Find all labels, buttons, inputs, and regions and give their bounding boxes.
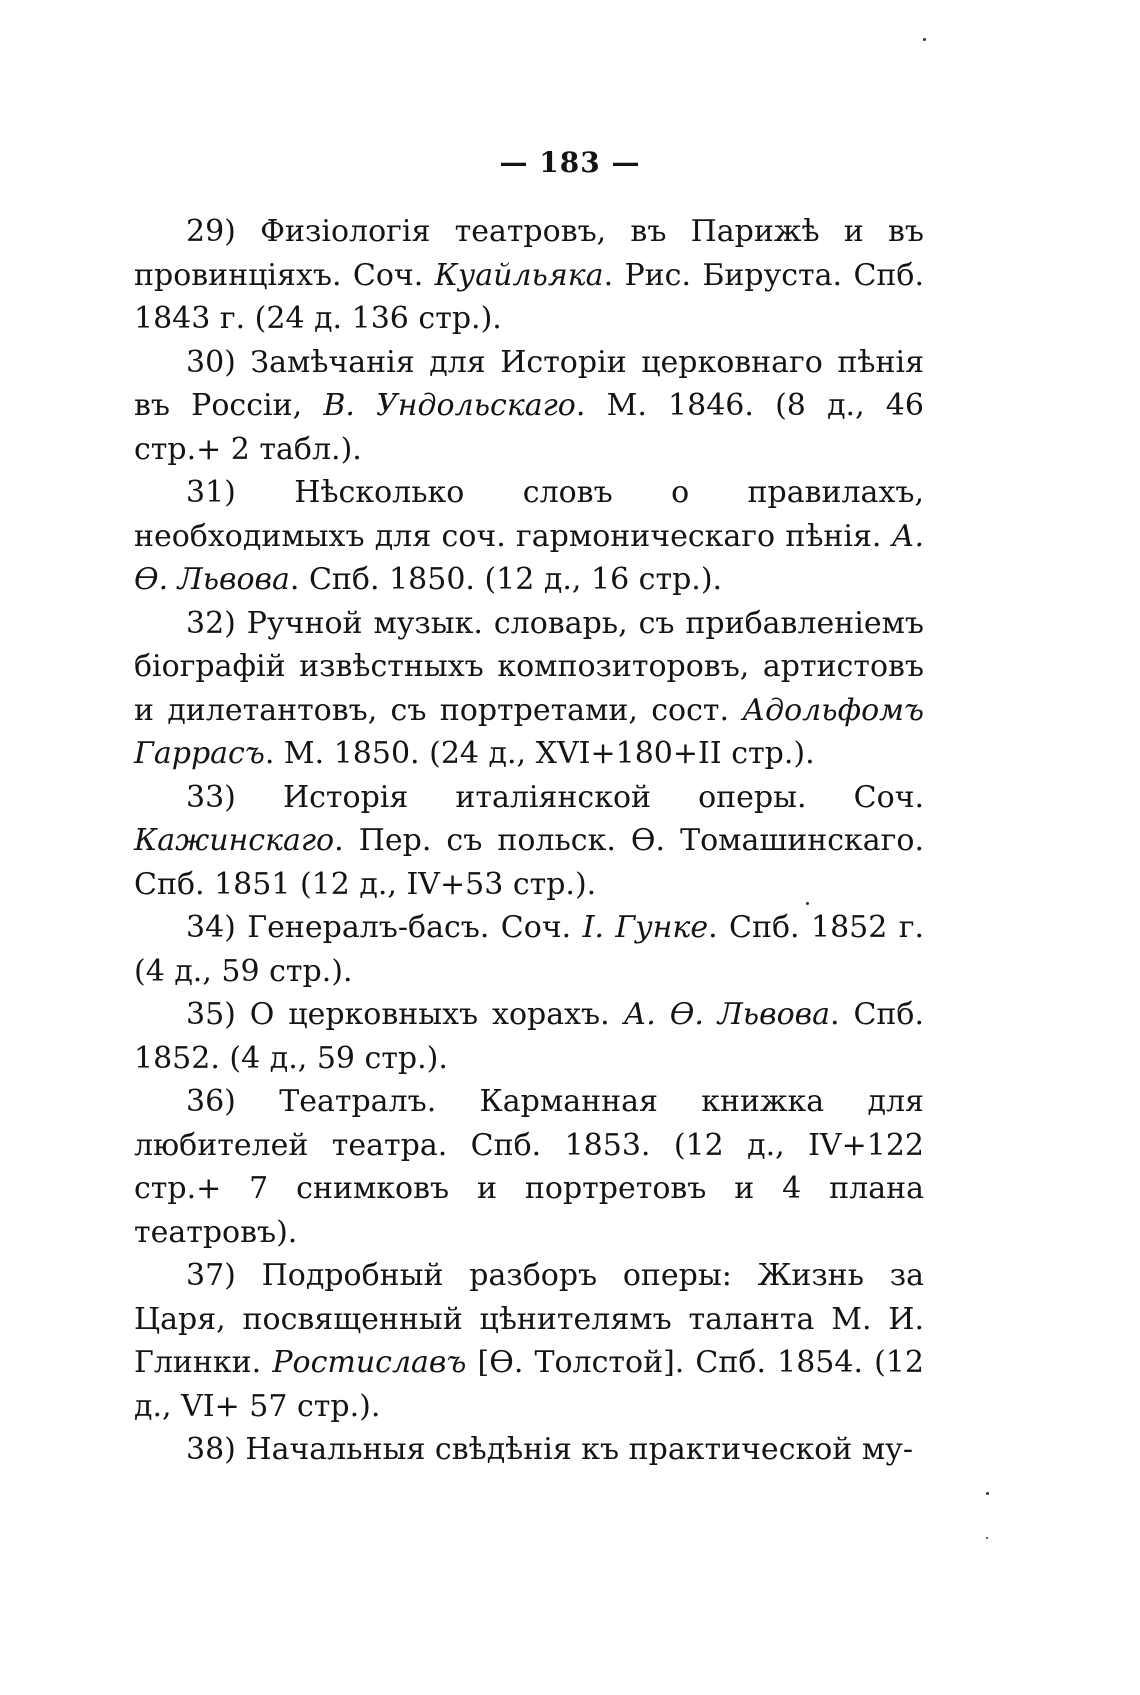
entry-text: 29) Физіологія театровъ, въ Парижѣ и въ провинціяхъ. Соч. bbox=[134, 214, 924, 293]
entry-text: 38) Начальныя свѣдѣнія къ практической му- bbox=[186, 1432, 913, 1467]
entry-text: . Пер. съ польск. Ѳ. Томашинскаго. Спб. 1851 (12 д., IV+53 стр.). bbox=[134, 823, 924, 902]
entry-text: . Спб. 1852. (4 д., 59 стр.). bbox=[134, 997, 925, 1076]
print-speck bbox=[986, 1492, 989, 1495]
entry-author: Адольфомъ Гаррасъ bbox=[134, 692, 924, 771]
entry-author: Куайльяка bbox=[434, 257, 604, 293]
entry-text: 31) Нѣсколько словъ о правилахъ, необходимыхъ для соч. гармоническаго пѣнія. bbox=[134, 475, 924, 554]
entry-36 bbox=[134, 1080, 924, 1254]
entry-30 bbox=[134, 341, 924, 472]
entry-text: 33) Исторія италіянской оперы. Соч. bbox=[186, 779, 924, 815]
print-speck bbox=[986, 1537, 988, 1539]
entry-text: . М. 1846. (8 д., 46 стр.+ 2 табл.). bbox=[134, 388, 924, 467]
entry-text: 34) Генералъ-басъ. Соч. bbox=[186, 910, 583, 945]
entry-text: . М. 1850. (24 д., XVI+180+II стр.). bbox=[264, 736, 815, 771]
entry-29 bbox=[134, 210, 924, 341]
page-number: — 183 — bbox=[499, 146, 641, 179]
entry-text: 37) Подробный разборъ оперы: Жизнь за Царя, посвященный цѣнителямъ таланта М. И. Глинки. bbox=[134, 1258, 924, 1380]
entry-31 bbox=[134, 471, 924, 602]
print-speck bbox=[923, 38, 926, 41]
entry-text: 36) Театралъ. Карманная книжка для любителей театра. Спб. 1853. (12 д., IV+122 стр.+ 7 снимковъ и портретовъ и 4 плана театровъ). bbox=[134, 1084, 924, 1250]
entry-author: В. Ундольскаго bbox=[323, 388, 576, 423]
entry-32 bbox=[134, 602, 924, 776]
print-speck bbox=[806, 902, 809, 905]
entry-text: . Спб. 1850. (12 д., 16 стр.). bbox=[289, 562, 723, 597]
bibliography-list bbox=[134, 210, 924, 1472]
entry-text: 35) О церковныхъ хорахъ. bbox=[186, 997, 624, 1032]
entry-author: Ростиславъ bbox=[272, 1345, 467, 1380]
entry-text: [Ѳ. Толстой]. Спб. 1854. (12 д., VI+ 57 стр.). bbox=[134, 1345, 924, 1424]
entry-text: . Спб. 1852 г. (4 д., 59 стр.). bbox=[134, 910, 924, 989]
entry-author: Кажинскаго bbox=[134, 823, 335, 858]
entry-author: А. Ѳ. Львова bbox=[623, 997, 831, 1032]
entry-author: I. Гунке bbox=[582, 910, 709, 945]
entry-33 bbox=[134, 776, 924, 907]
entry-author: А. Ѳ. Львова bbox=[134, 518, 924, 597]
entry-35 bbox=[134, 993, 924, 1080]
entry-37 bbox=[134, 1254, 924, 1428]
entry-text: 30) Замѣчанія для Исторіи церковнаго пѣнія въ Россіи, bbox=[134, 344, 924, 423]
entry-text: . Рис. Бируста. Спб. 1843 г. (24 д. 136 стр.). bbox=[134, 257, 924, 336]
entry-38 bbox=[134, 1428, 924, 1472]
entry-text: 32) Ручной музык. словарь, съ прибавленіемъ біографій извѣстныхъ композиторовъ, артистовъ и дилетантовъ, съ портретами, сост. bbox=[134, 605, 924, 728]
entry-34 bbox=[134, 906, 924, 993]
